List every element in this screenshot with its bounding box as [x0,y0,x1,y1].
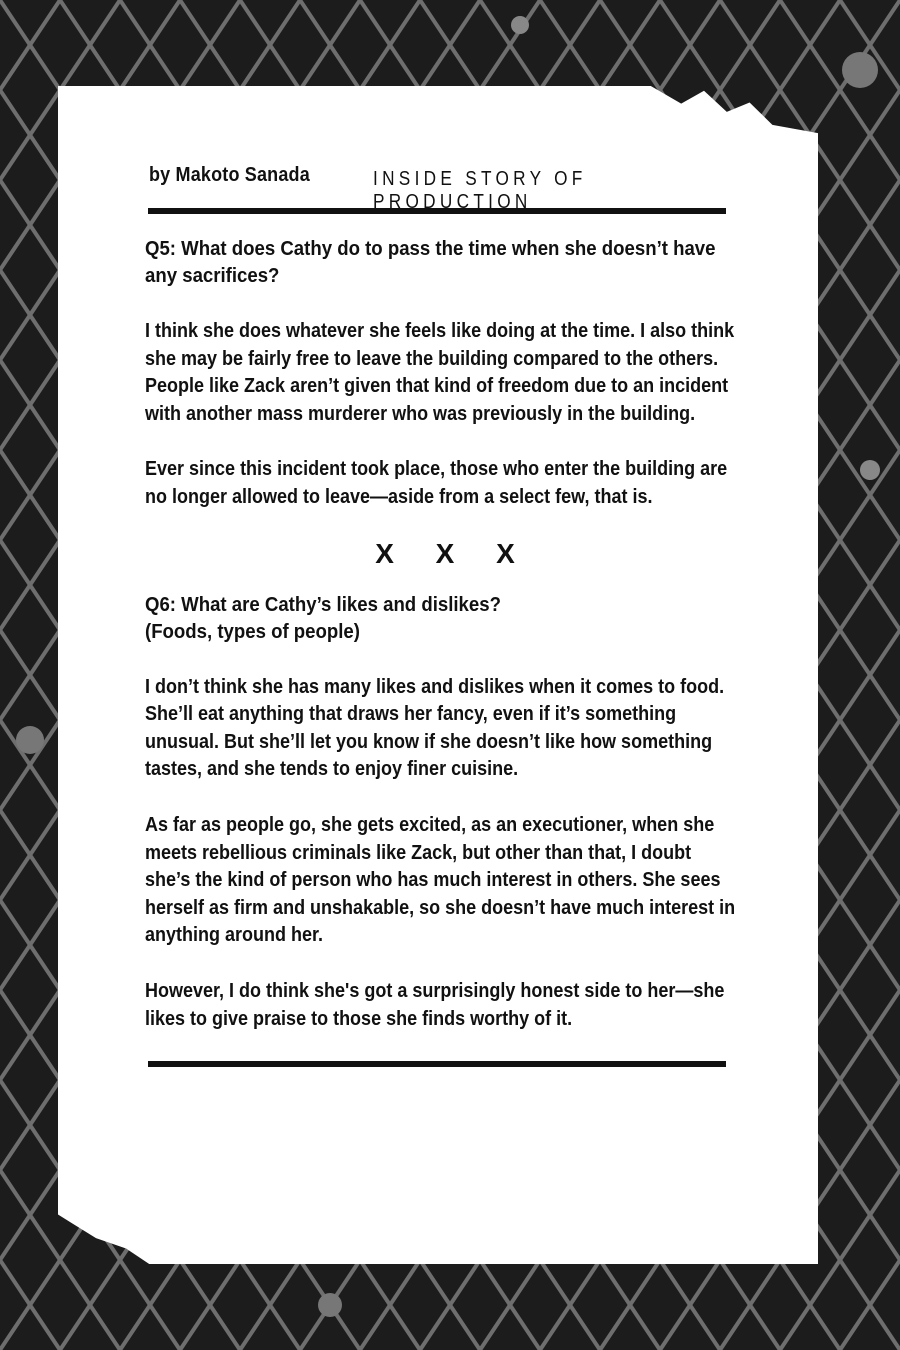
bottom-rule [148,1061,726,1067]
separator-mark: X [375,537,394,569]
question-6 [145,592,740,646]
question-6-line-2: (Foods, types of people) [145,620,360,643]
answer-5-paragraph-1: I think she does whatever she feels like doing at the time. I also think she may be fairly free to leave the building compared to the others. People like Zack aren’t given that kind of freedom due to an incident with another mass murderer who was previously in the building. [145,320,735,425]
section-title: INSIDE STORY OF PRODUCTION [373,168,587,213]
question-6-line-1: Q6: What are Cathy’s likes and dislikes? [145,593,501,616]
separator-mark: X [496,537,515,569]
byline: by Makoto Sanada [149,164,310,186]
answer-6-paragraph-3: However, I do think she's got a surprisingly honest side to her—she likes to give praise to those she finds worthy of it. [145,979,725,1030]
answer-5-paragraph-2: Ever since this incident took place, those who enter the building are no longer allowed to leave—aside from a select few, that is. [145,458,728,508]
answer-6-paragraph-1: I don’t think she has many likes and dislikes when it comes to food. She’ll eat anything that draws her fancy, even if it’s something unusual. But she’ll let you know if she doesn’t like how something tastes, and she tends to enjoy finer cuisine. [145,675,725,781]
page-header [145,160,745,213]
answer-6-paragraph-2: As far as people go, she gets excited, as an executioner, when she meets rebellious criminals like Zack, but other than that, I doubt she’s the kind of person who has much interest in others. She sees herself as firm and unshakable, so she doesn’t have much interest in anything around her. [145,813,736,947]
separator-mark: X [435,537,455,569]
article [145,160,745,1067]
section-separator [145,538,745,570]
question-5: Q5: What does Cathy do to pass the time when she doesn’t have any sacrifices? [145,238,716,287]
